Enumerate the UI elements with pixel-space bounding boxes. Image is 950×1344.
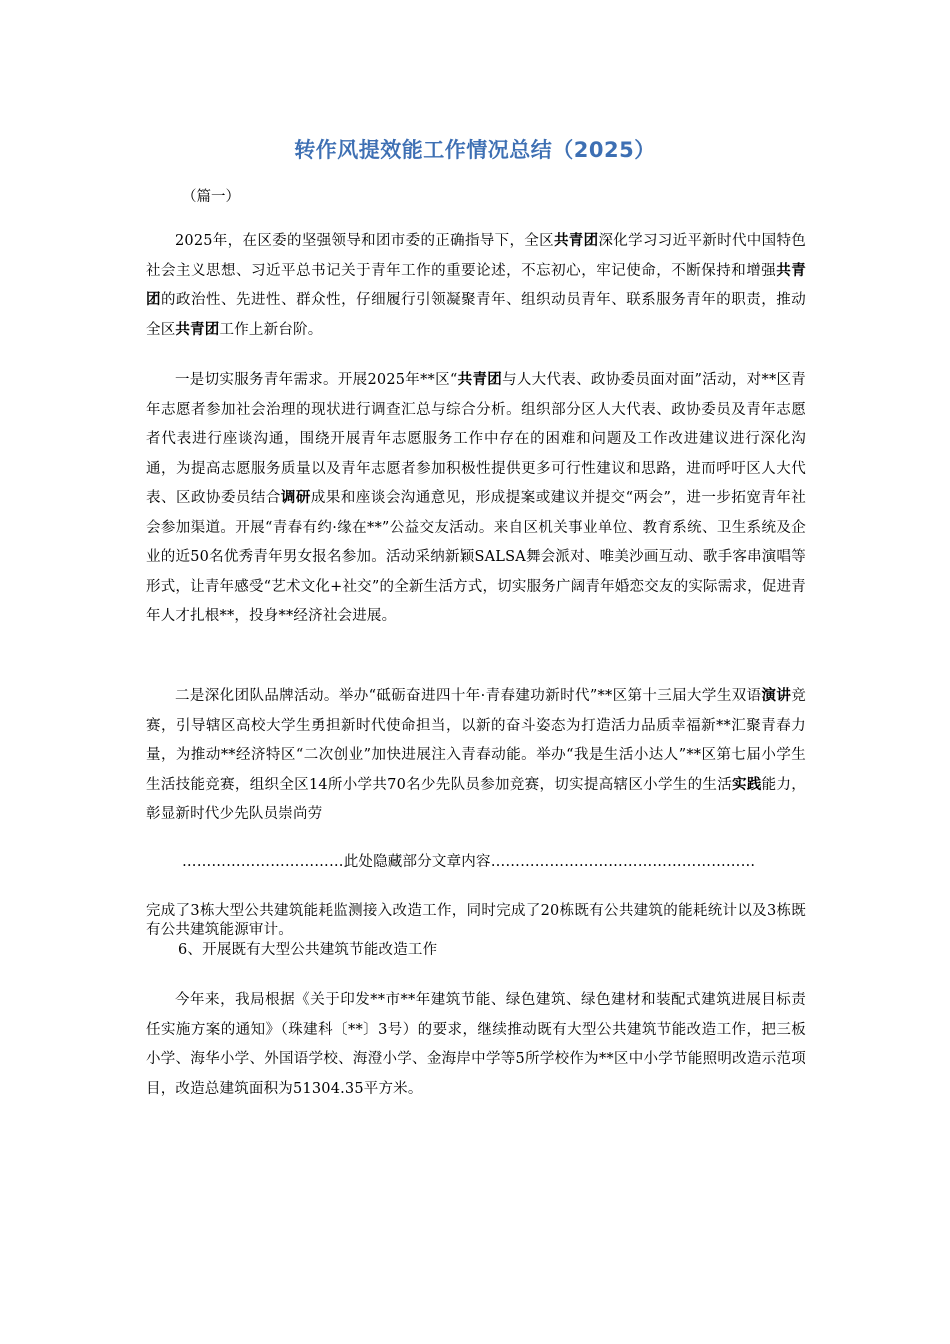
- paragraph-intro: [146, 227, 806, 345]
- document-title: 转作风提效能工作情况总结（2025）: [294, 138, 656, 162]
- text-run: 2025年，在区委的坚强领导和团市委的正确指导下，全区: [175, 233, 554, 249]
- text-run: 一是切实服务青年需求。开展2025年**区“: [175, 372, 458, 388]
- bold-keyword: 共青团: [553, 233, 599, 249]
- text-run: 竞赛，引导辖区高校大学生勇担新时代使命担当，以新的奋斗姿态为打造活力品质幸福新**汇聚青春力量，为推动**经济特区“二次创业”加快进展注入青春动能。举办“我是生活小达人”**区第七届小学生生活技能竞赛，组织全区14所小学共70名少先队员参加竞赛，切实提高辖区小学生的生活: [146, 688, 806, 793]
- paragraph-retrofit: 今年来，我局根据《关于印发**市**年建筑节能、绿色建筑、绿色建材和装配式建筑进展目标责任实施方案的通知》（珠建科〔**〕3号）的要求，继续推动既有大型公共建筑节能改造工作，把三板小学、海华小学、外国语学校、海澄小学、金海岸中学等5所学校作为**区中小学节能照明改造示范项目，改造总建筑面积为51304.35平方米。: [146, 992, 806, 1097]
- bold-keyword: 共青团: [175, 321, 220, 338]
- bold-keyword: 演讲: [761, 688, 792, 704]
- paragraph-service-youth: [146, 366, 806, 632]
- text-run: 的政治性、先进性、群众性，仔细履行引领凝聚青年、组织动员青年、联系服务青年的职责，推动全区: [146, 292, 806, 338]
- text-run: 工作上新台阶。: [219, 321, 323, 338]
- text-run: 深化学习习近平新时代中国特色社会主义思想、习近平总书记关于青年工作的重要论述，不忘初心，牢记使命，不断保持和增强: [146, 233, 806, 279]
- paragraph-brand-activities: [146, 682, 806, 830]
- paragraph-energy-monitoring: 完成了3栋大型公共建筑能耗监测接入改造工作，同时完成了20栋既有公共建筑的能耗统计以及3栋既有公共建筑能源审计。: [146, 903, 806, 938]
- text-run: 二是深化团队品牌活动。举办“砥砺奋进四十年·青春建功新时代”**区第十三届大学生双语: [175, 688, 762, 704]
- bold-keyword: 实践: [732, 776, 762, 793]
- section-label: （篇一）: [182, 189, 240, 205]
- bold-keyword: 共青团: [457, 372, 503, 388]
- bold-keyword: 调研: [280, 490, 311, 506]
- text-run: 成果和座谈会沟通意见，形成提案或建议并提交“两会”，进一步拓宽青年社会参加渠道。开展“青春有约·缘在**”公益交友活动。来自区机关事业单位、教育系统、卫生系统及企业的近50名优秀青年男女报名参加。活动采纳新颖SALSA舞会派对、唯美沙画互动、歌手客串演唱等形式，让青年感受“艺术文化+社交”的全新生活方式，切实服务广阔青年婚恋交友的实际需求，促进青年人才扎根**，投身**经济社会进展。: [146, 490, 806, 624]
- bold-keyword: 共青团: [146, 262, 806, 308]
- hidden-content-notice: ……………………………此处隐藏部分文章内容………………………………………………: [182, 854, 756, 870]
- section-heading-item-6: 6、开展既有大型公共建筑节能改造工作: [178, 942, 438, 958]
- text-run: 能力，彰显新时代少先队员崇尚劳: [146, 776, 806, 822]
- text-run: 与人大代表、政协委员面对面”活动，对**区青年志愿者参加社会治理的现状进行调查汇总与综合分析。组织部分区人大代表、政协委员及青年志愿者代表进行座谈沟通，围绕开展青年志愿服务工作中存在的困难和问题及工作改进建议进行深化沟通，为提高志愿服务质量以及青年志愿者参加积极性提供更多可行性建议和思路，进而呼吁区人大代表、区政协委员结合: [146, 372, 807, 506]
